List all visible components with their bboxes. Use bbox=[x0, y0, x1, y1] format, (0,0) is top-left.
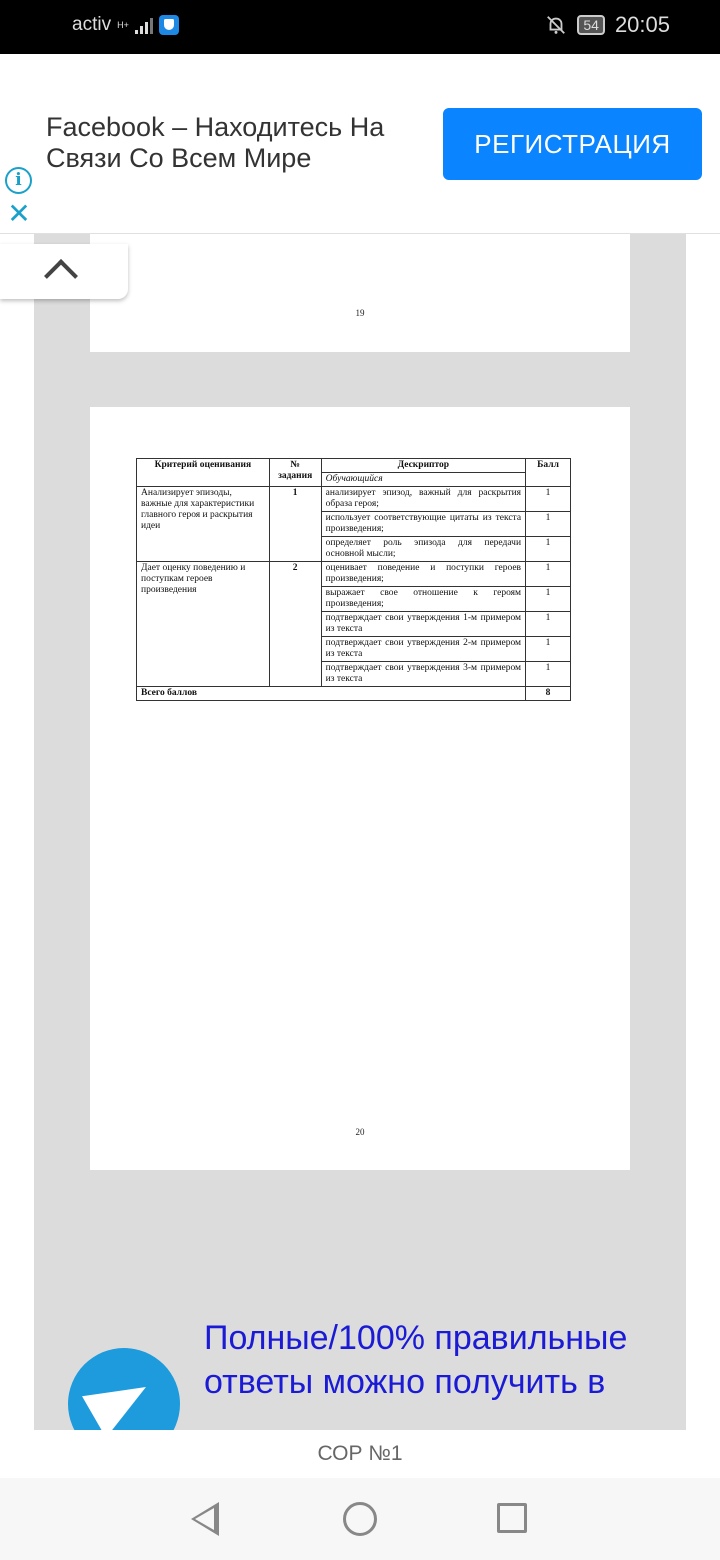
header-criterion: Критерий оценивания bbox=[137, 459, 270, 487]
descriptor-cell: определяет роль эпизода для передачи основной мысли; bbox=[321, 537, 525, 562]
status-right bbox=[545, 12, 670, 38]
home-icon[interactable] bbox=[343, 1502, 377, 1536]
status-bar bbox=[0, 0, 720, 54]
telegram-icon[interactable] bbox=[68, 1348, 180, 1430]
table-header-row bbox=[137, 459, 571, 473]
score-cell: 1 bbox=[526, 637, 571, 662]
table-row bbox=[137, 562, 571, 587]
promo-text[interactable]: Полные/100% правильные ответы можно получить в bbox=[204, 1319, 628, 1401]
mute-bell-icon bbox=[545, 14, 567, 36]
descriptor-cell: подтверждает свои утверждения 3-м примером из текста bbox=[321, 662, 525, 687]
header-score: Балл bbox=[526, 459, 571, 487]
score-cell: 1 bbox=[526, 512, 571, 537]
criterion-cell: Анализирует эпизоды, важные для характеристики главного героя и раскрытия идеи bbox=[137, 487, 270, 562]
back-icon[interactable] bbox=[191, 1502, 219, 1536]
ad-close-icon[interactable]: ✕ bbox=[7, 198, 31, 229]
ad-info-icon[interactable]: i bbox=[5, 167, 32, 194]
score-cell: 1 bbox=[526, 487, 571, 512]
total-label: Всего баллов bbox=[137, 687, 526, 701]
header-descriptor: Дескриптор bbox=[321, 459, 525, 473]
chevron-up-icon bbox=[44, 259, 78, 293]
page-number: 20 bbox=[355, 1127, 365, 1137]
clock: 20:05 bbox=[614, 12, 670, 37]
shield-icon bbox=[159, 15, 179, 35]
page-20 bbox=[90, 407, 630, 1170]
page-19 bbox=[90, 234, 630, 352]
score-cell: 1 bbox=[526, 662, 571, 687]
descriptor-cell: подтверждает свои утверждения 1-м примером из текста bbox=[321, 612, 525, 637]
task-no-cell: 2 bbox=[269, 562, 321, 687]
battery-icon: 54 bbox=[577, 15, 605, 35]
descriptor-cell: оценивает поведение и поступки героев произведения; bbox=[321, 562, 525, 587]
header-task-no: № задания bbox=[269, 459, 321, 487]
status-left bbox=[72, 14, 179, 36]
telegram-promo[interactable] bbox=[34, 1314, 686, 1430]
score-cell: 1 bbox=[526, 612, 571, 637]
ad-register-button[interactable]: РЕГИСТРАЦИЯ bbox=[443, 108, 702, 180]
carrier-name: activ bbox=[72, 14, 112, 35]
document-viewer[interactable] bbox=[34, 234, 686, 1430]
subheader-student: Обучающийся bbox=[321, 473, 525, 487]
rubric-table bbox=[136, 458, 571, 701]
collapse-ad-button[interactable] bbox=[0, 244, 128, 299]
criterion-cell: Дает оценку поведению и поступкам героев произведения bbox=[137, 562, 270, 687]
descriptor-cell: выражает свое отношение к героям произведения; bbox=[321, 587, 525, 612]
recent-apps-icon[interactable] bbox=[497, 1503, 527, 1533]
table-row bbox=[137, 487, 571, 512]
task-no-cell: 1 bbox=[269, 487, 321, 562]
paper-plane-icon bbox=[82, 1366, 158, 1430]
network-type: H+ bbox=[117, 19, 129, 30]
table-total-row bbox=[137, 687, 571, 701]
total-score: 8 bbox=[526, 687, 571, 701]
signal-icon bbox=[135, 16, 153, 34]
ad-text[interactable]: Facebook – Находитесь На Связи Со Всем Мире bbox=[46, 112, 385, 173]
descriptor-cell: использует соответствующие цитаты из текста произведения; bbox=[321, 512, 525, 537]
score-cell: 1 bbox=[526, 562, 571, 587]
ad-banner[interactable] bbox=[0, 54, 720, 234]
page-number: 19 bbox=[355, 308, 365, 318]
descriptor-cell: подтверждает свои утверждения 2-м примером из текста bbox=[321, 637, 525, 662]
document-title-bar: СОР №1 bbox=[0, 1430, 720, 1478]
system-nav-bar bbox=[0, 1478, 720, 1560]
score-cell: 1 bbox=[526, 537, 571, 562]
descriptor-cell: анализирует эпизод, важный для раскрытия образа героя; bbox=[321, 487, 525, 512]
score-cell: 1 bbox=[526, 587, 571, 612]
